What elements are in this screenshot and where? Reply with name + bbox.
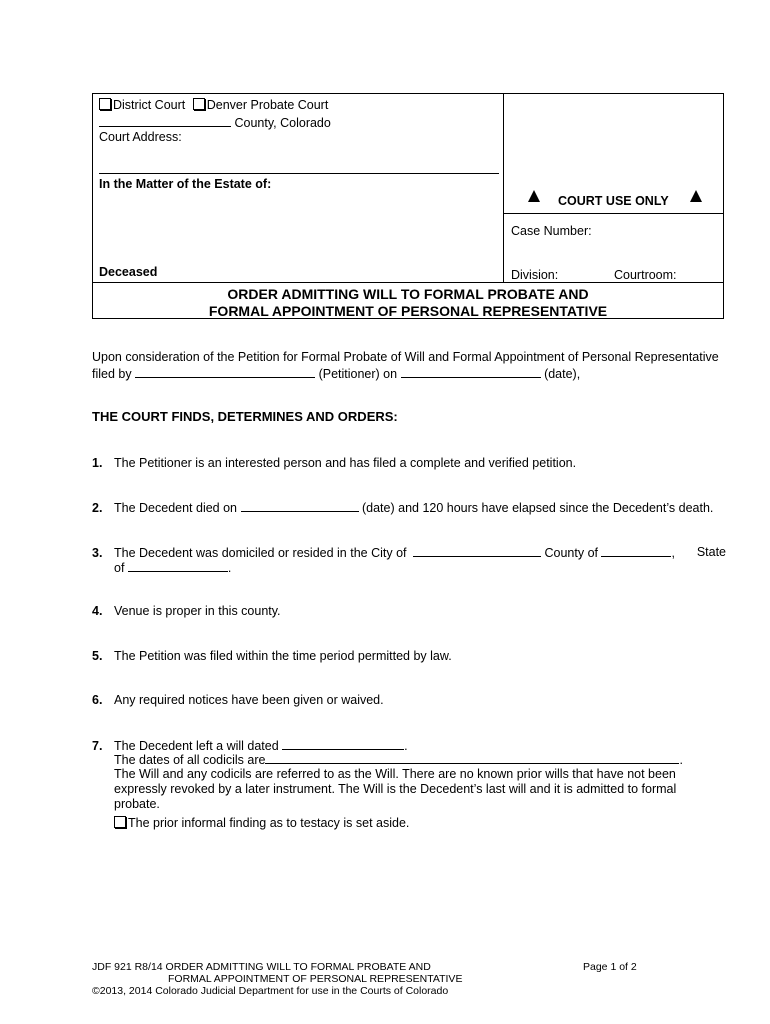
- codicil-dates-blank[interactable]: [265, 752, 679, 764]
- item-text: The Decedent died on: [114, 501, 238, 515]
- court-use-divider: [503, 213, 724, 214]
- finding-item-1: [92, 456, 576, 470]
- caption-divider-vertical: [503, 93, 504, 283]
- finding-item-5: [92, 649, 452, 663]
- item-number: 7.: [92, 739, 103, 753]
- division-label: Division:: [511, 268, 559, 282]
- item-text: ,: [671, 546, 675, 560]
- footer-copyright: ©2013, 2014 Colorado Judicial Department for use in the Courts of Colorado: [92, 985, 449, 997]
- item-text: State: [696, 545, 726, 559]
- city-blank[interactable]: [413, 545, 541, 557]
- item-number: 6.: [92, 693, 103, 707]
- county-name-blank[interactable]: [99, 115, 231, 127]
- document-title: [92, 286, 724, 320]
- testacy-set-aside-checkbox[interactable]: [114, 816, 126, 828]
- death-date-blank[interactable]: [241, 500, 359, 512]
- court-address-label: Court Address:: [99, 130, 182, 144]
- testacy-set-aside-label: The prior informal finding as to testacy is set aside.: [128, 816, 410, 830]
- court-use-only-label: COURT USE ONLY: [558, 194, 669, 208]
- date-suffix-label: (date),: [544, 367, 581, 381]
- intro-line-1: Upon consideration of the Petition for Formal Probate of Will and Formal Appointment of Personal Representative: [92, 350, 719, 364]
- will-paragraph-line-2: expressly revoked by a later instrument. The Will is the Decedent’s last will and it is admitted to formal: [114, 782, 677, 796]
- district-court-checkbox[interactable]: [99, 98, 111, 110]
- item-number: 3.: [92, 546, 103, 560]
- item-text: The Petitioner is an interested person and has filed a complete and verified petition.: [114, 456, 577, 470]
- item-text: of: [114, 561, 125, 575]
- item-number: 4.: [92, 604, 103, 618]
- footer-form-id: JDF 921 R8/14 ORDER ADMITTING WILL TO FORMAL PROBATE AND: [92, 961, 431, 973]
- item-number: 1.: [92, 456, 103, 470]
- item-text: .: [404, 739, 408, 753]
- filed-by-label: filed by: [92, 367, 132, 381]
- state-blank[interactable]: [128, 560, 228, 572]
- item-text: The Decedent left a will dated: [114, 739, 279, 753]
- finding-item-3-cont: [114, 560, 231, 575]
- will-paragraph-line-3: probate.: [114, 797, 160, 811]
- item-text: .: [679, 753, 683, 767]
- item-text: County of: [544, 546, 598, 560]
- up-arrow-left-icon: [528, 190, 540, 202]
- item-number: 2.: [92, 501, 103, 515]
- footer: [92, 961, 724, 997]
- caption-divider-horizontal: [92, 282, 724, 283]
- will-paragraph-line-1: The Will and any codicils are referred to as the Will. There are no known prior wills that have not been: [114, 767, 676, 781]
- footer-form-title: FORMAL APPOINTMENT OF PERSONAL REPRESENTATIVE: [168, 973, 463, 985]
- item-text: Venue is proper in this county.: [114, 604, 281, 618]
- finding-item-4: [92, 604, 281, 618]
- finding-item-2: [92, 500, 713, 515]
- title-line-1: ORDER ADMITTING WILL TO FORMAL PROBATE AND: [227, 286, 589, 302]
- court-address-line[interactable]: [99, 173, 499, 174]
- findings-heading: THE COURT FINDS, DETERMINES AND ORDERS:: [92, 409, 398, 424]
- petition-date-blank[interactable]: [401, 366, 541, 378]
- deceased-label: Deceased: [99, 265, 158, 279]
- denver-probate-court-label: Denver Probate Court: [206, 98, 329, 112]
- item-text: Any required notices have been given or waived.: [114, 693, 384, 707]
- district-court-label: District Court: [113, 98, 186, 112]
- denver-probate-court-checkbox[interactable]: [193, 98, 205, 110]
- will-date-blank[interactable]: [282, 738, 404, 750]
- up-arrow-right-icon: [690, 190, 702, 202]
- finding-item-3: [92, 545, 726, 560]
- finding-item-7: [92, 738, 408, 753]
- estate-label: In the Matter of the Estate of:: [99, 177, 272, 191]
- will-paragraph: [114, 767, 726, 812]
- courtroom-label: Courtroom:: [614, 268, 677, 282]
- item-text: The Petition was filed within the time period permitted by law.: [114, 649, 452, 663]
- item-text: .: [227, 561, 232, 575]
- item-text: (date) and 120 hours have elapsed since the Decedent’s death.: [361, 501, 714, 515]
- petitioner-on-label: (Petitioner) on: [318, 367, 398, 381]
- page-number: Page 1 of 2: [583, 961, 637, 973]
- county-label: County, Colorado: [234, 116, 331, 130]
- title-line-2: FORMAL APPOINTMENT OF PERSONAL REPRESENTATIVE: [208, 303, 608, 319]
- petitioner-name-blank[interactable]: [135, 366, 315, 378]
- item-text: The Decedent was domiciled or resided in the City of: [114, 546, 407, 560]
- item-number: 5.: [92, 649, 103, 663]
- case-number-label: Case Number:: [511, 224, 592, 238]
- codicils-label: The dates of all codicils are: [114, 753, 266, 767]
- finding-item-6: [92, 693, 384, 707]
- county-blank[interactable]: [601, 545, 671, 557]
